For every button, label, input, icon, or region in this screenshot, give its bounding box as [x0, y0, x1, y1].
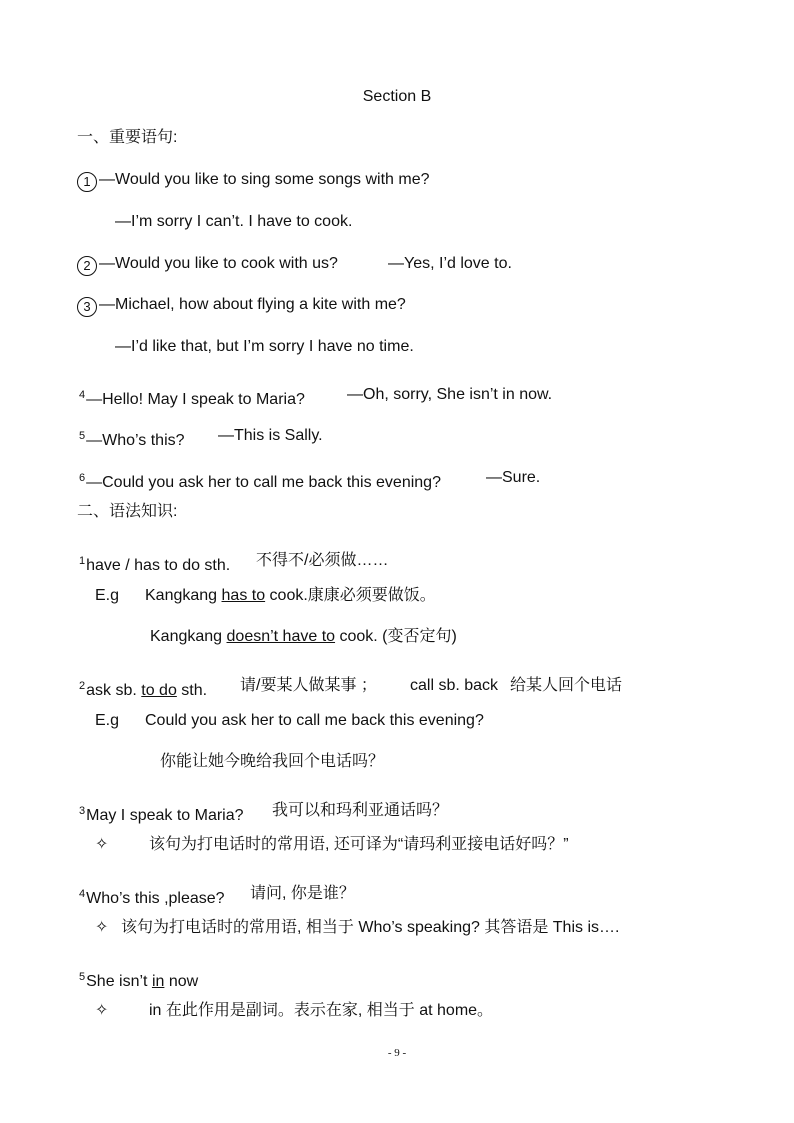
page-title: Section B [362, 88, 432, 105]
number-mark: 1 [79, 555, 86, 567]
star-bullet-icon: ✧ [95, 919, 109, 936]
number-mark: 6 [79, 472, 86, 484]
grammar-4-note: ✧ 该句为打电话时的常用语, 相当于 Who’s speaking? 其答语是 This is…. [95, 919, 620, 936]
grammar-5: $^5$She isn’t in now [79, 971, 199, 990]
example-label: E.g [95, 587, 120, 604]
sentence-4-answer: —Oh, sorry, She isn’t in now. [347, 386, 553, 403]
sentence-1-question: 1 —Would you like to sing some songs with me? [77, 170, 430, 192]
number-mark: 3 [79, 805, 86, 817]
grammar-3: $^3$May I speak to Maria? [79, 805, 244, 824]
grammar-4-translation: 请问, 你是谁？ [250, 885, 355, 902]
grammar-1: $^1$have / has to do sth. [79, 555, 231, 574]
sentence-2: 2 —Would you like to cook with us? [77, 254, 338, 276]
grammar-2: $^2$ask sb. to do sth. [79, 680, 208, 699]
number-mark: 4 [79, 389, 86, 401]
star-bullet-icon: ✧ [95, 836, 109, 853]
number-circle: 1 [77, 172, 97, 192]
grammar-2-example-translation: 你能让她今晚给我回个电话吗？ [160, 753, 385, 770]
section2-heading: 二、语法知识: [77, 503, 178, 520]
grammar-3-translation: 我可以和玛利亚通话吗？ [272, 802, 449, 819]
grammar-2-phrase-2: call sb. back [410, 677, 499, 694]
number-circle: 3 [77, 297, 97, 317]
number-mark: 5 [79, 971, 86, 983]
number-mark: 5 [79, 430, 86, 442]
grammar-1-example-1: Kangkang has to cook.康康必须要做饭。 [145, 587, 436, 604]
sentence-3-question: 3 —Michael, how about flying a kite with me? [77, 295, 406, 317]
grammar-2-meaning-1: 请/要某人做某事 ； [240, 677, 377, 694]
sentence-4: $^4$—Hello! May I speak to Maria? [79, 389, 305, 408]
sentence-3-answer: —I’d like that, but I’m sorry I have no time. [115, 338, 414, 355]
grammar-1-example-2: Kangkang doesn’t have to cook. (变否定句) [150, 628, 457, 645]
grammar-5-note: ✧ in 在此作用是副词。表示在家, 相当于 at home。 [95, 1002, 494, 1019]
grammar-2-example: Could you ask her to call me back this evening? [145, 712, 484, 729]
number-mark: 2 [79, 680, 86, 692]
grammar-1-meaning: 不得不/必须做…… [256, 552, 389, 569]
sentence-1-answer: —I’m sorry I can’t. I have to cook. [115, 213, 353, 230]
sentence-5-answer: —This is Sally. [218, 427, 323, 444]
sentence-2-answer: —Yes, I’d love to. [388, 255, 512, 272]
number-mark: 4 [79, 888, 86, 900]
number-circle: 2 [77, 256, 97, 276]
page-number: - 9 - [387, 1047, 407, 1059]
grammar-2-meaning-2: 给某人回个电话 [510, 677, 623, 694]
sentence-6-answer: —Sure. [486, 469, 541, 486]
star-bullet-icon: ✧ [95, 1002, 109, 1019]
sentence-6: $^6$—Could you ask her to call me back this evening? [79, 472, 441, 491]
section1-heading: 一、重要语句: [77, 129, 178, 146]
grammar-3-note: ✧ 该句为打电话时的常用语, 还可译为“请玛利亚接电话好吗？” [95, 836, 569, 853]
example-label: E.g [95, 712, 120, 729]
grammar-4: $^4$Who’s this ,please? [79, 888, 225, 907]
sentence-5: $^5$—Who’s this? [79, 430, 185, 449]
